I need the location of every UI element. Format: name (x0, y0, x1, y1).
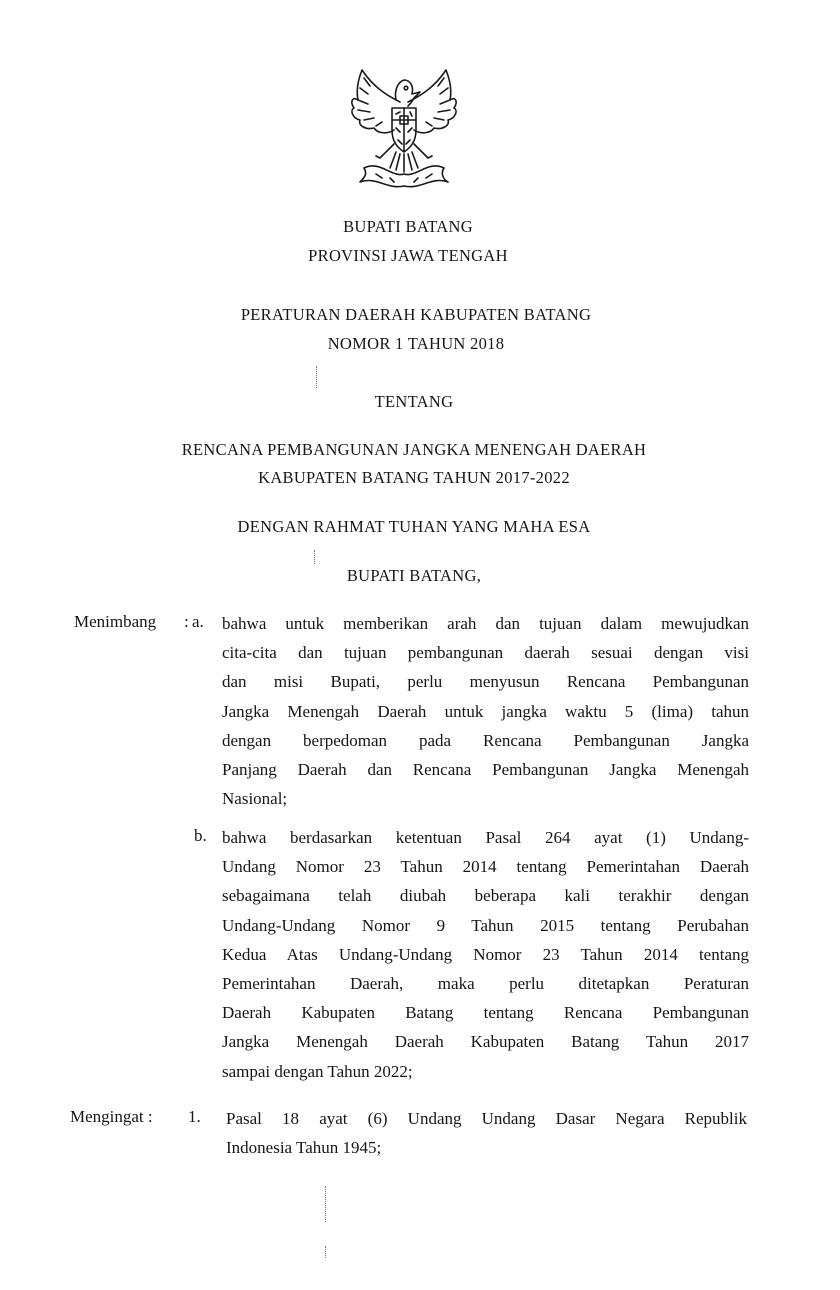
province-title: PROVINSI JAWA TENGAH (308, 246, 508, 265)
text-line: Jangka Menengah Daerah untuk jangka waktu 5 (lima) tahun (222, 701, 749, 721)
text-line: dengan berpedoman pada Rencana Pembangunan Jangka (222, 730, 749, 750)
scan-mark (316, 366, 317, 388)
regent-title: BUPATI BATANG (343, 217, 473, 236)
mengingat-item-1 (226, 1104, 747, 1162)
scan-mark (325, 1246, 326, 1258)
garuda-emblem-icon (340, 56, 468, 192)
text-line: Pemerintahan Daerah, maka perlu ditetapkan Peraturan (222, 973, 749, 993)
item-marker-b: b. (194, 826, 207, 845)
menimbang-colon: : (184, 612, 189, 631)
text-line: Pasal 18 ayat (6) Undang Undang Dasar Negara Republik (226, 1109, 747, 1128)
regulation-number: NOMOR 1 TAHUN 2018 (327, 334, 505, 353)
text-line: dan misi Bupati, perlu menyusun Rencana Pembangunan (222, 672, 749, 692)
item-marker-1: 1. (188, 1107, 201, 1126)
text-line: Undang-Undang Nomor 9 Tahun 2015 tentang Perubahan (222, 915, 749, 935)
scan-mark (314, 550, 315, 564)
text-line: bahwa berdasarkan ketentuan Pasal 264 ayat (1) Undang- (222, 828, 749, 847)
text-line: sampai dengan Tahun 2022; (222, 1061, 413, 1081)
text-line: Daerah Kabupaten Batang tentang Rencana Pembangunan (222, 1003, 749, 1023)
authority-line: BUPATI BATANG, (346, 566, 482, 585)
text-line: Undang Nomor 23 Tahun 2014 tentang Pemerintahan Daerah (222, 857, 749, 877)
text-line: sebagaimana telah diubah beberapa kali terakhir dengan (222, 886, 749, 906)
menimbang-item-b (222, 823, 749, 1086)
blessing-line: DENGAN RAHMAT TUHAN YANG MAHA ESA (237, 517, 591, 536)
text-line: Indonesia Tahun 1945; (226, 1138, 382, 1158)
about-heading: TENTANG (374, 392, 454, 411)
item-marker-a: a. (192, 612, 204, 631)
mengingat-label: Mengingat : (70, 1107, 153, 1126)
text-line: Panjang Daerah dan Rencana Pembangunan Jangka Menengah (222, 759, 749, 779)
regulation-title: PERATURAN DAERAH KABUPATEN BATANG (240, 305, 592, 324)
text-line: Nasional; (222, 789, 288, 809)
text-line: bahwa untuk memberikan arah dan tujuan dalam mewujudkan (222, 614, 749, 633)
menimbang-item-a (222, 609, 749, 813)
subject-line-1: RENCANA PEMBANGUNAN JANGKA MENENGAH DAERAH (181, 440, 647, 459)
text-line: Jangka Menengah Daerah Kabupaten Batang Tahun 2017 (222, 1032, 749, 1052)
text-line: Kedua Atas Undang-Undang Nomor 23 Tahun 2014 tentang (222, 944, 749, 964)
subject-line-2: KABUPATEN BATANG TAHUN 2017-2022 (258, 468, 570, 487)
text-line: cita-cita dan tujuan pembangunan daerah sesuai dengan visi (222, 643, 749, 663)
menimbang-label: Menimbang (74, 612, 157, 631)
scan-mark (325, 1186, 326, 1222)
